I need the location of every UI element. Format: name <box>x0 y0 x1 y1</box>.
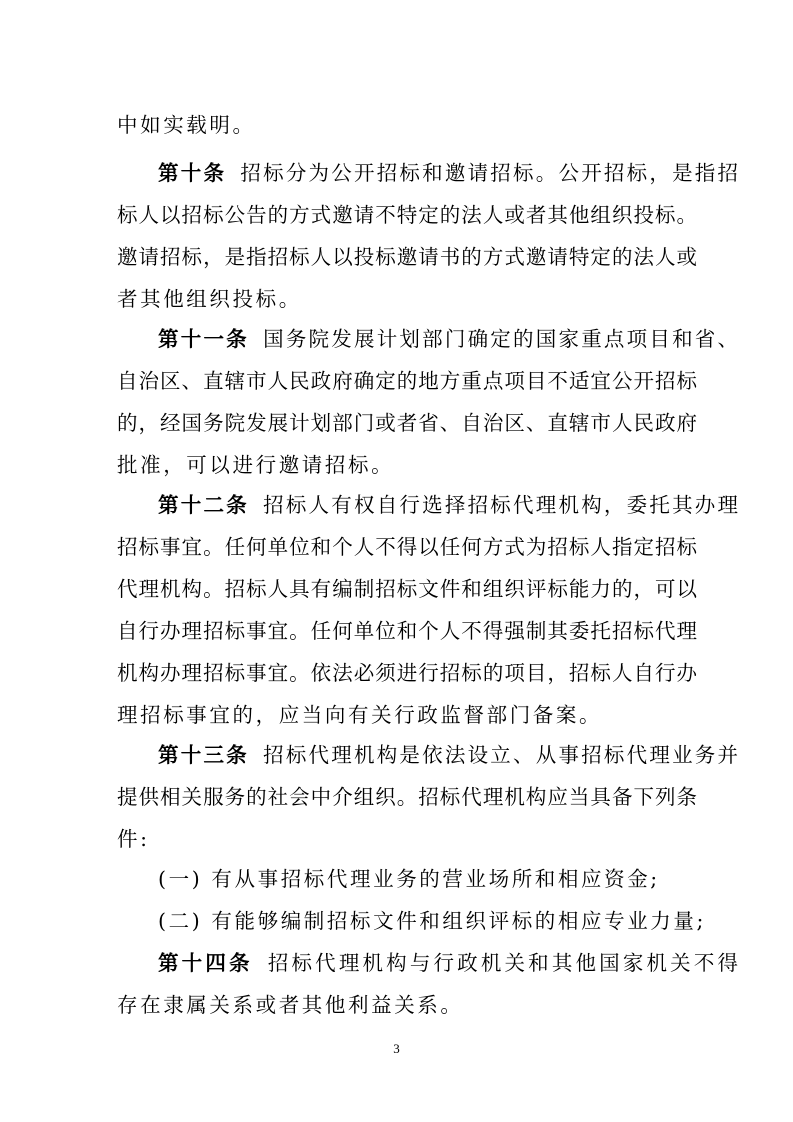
article-14-heading-line <box>158 945 738 981</box>
paragraph-line <box>117 281 697 317</box>
line-text: 的，经国务院发展计划部门或者省、自治区、直辖市人民政府 <box>117 411 697 435</box>
line-text: 提供相关服务的社会中介组织。招标代理机构应当具备下列条 <box>117 785 697 809</box>
article-11-heading-line <box>158 321 738 357</box>
line-text: 招标人有权自行选择招标代理机构，委托其办理 <box>260 493 739 517</box>
line-text: 招标事宜。任何单位和个人不得以任何方式为招标人指定招标 <box>117 535 697 559</box>
line-text: 代理机构。招标人具有编制招标文件和组织评标能力的，可以 <box>117 577 697 601</box>
paragraph-line <box>117 405 697 441</box>
line-text: 自行办理招标事宜。任何单位和个人不得强制其委托招标代理 <box>117 619 697 643</box>
list-item <box>158 861 738 897</box>
line-text: 理招标事宜的，应当向有关行政监督部门备案。 <box>117 703 603 727</box>
line-text: 件: <box>117 827 150 851</box>
page-number: 3 <box>393 1041 400 1056</box>
article-13-heading-line <box>158 737 738 773</box>
line-text: 招标代理机构是依法设立、从事招标代理业务并 <box>260 743 739 767</box>
list-item <box>158 903 738 939</box>
article-13-label: 第十三条 <box>158 743 249 767</box>
paragraph-line <box>117 107 697 143</box>
paragraph-line <box>117 363 697 399</box>
paragraph-line <box>117 571 697 607</box>
line-text: 批准，可以进行邀请招标。 <box>117 453 395 477</box>
line-text: 标人以招标公告的方式邀请不特定的法人或者其他组织投标。 <box>117 203 697 227</box>
article-14-label: 第十四条 <box>158 951 253 975</box>
paragraph-line <box>117 447 697 483</box>
paragraph-line <box>117 779 697 815</box>
article-12-label: 第十二条 <box>158 493 249 517</box>
line-text: 中如实载明。 <box>117 113 256 137</box>
paragraph-line <box>117 613 697 649</box>
paragraph-line <box>117 529 697 565</box>
article-10-label: 第十条 <box>158 161 227 185</box>
article-12-heading-line <box>158 487 738 523</box>
article-10-heading-line <box>158 155 738 191</box>
line-text: 自治区、直辖市人民政府确定的地方重点项目不适宜公开招标 <box>117 369 697 393</box>
paragraph-line <box>117 821 697 857</box>
line-text: 者其他组织投标。 <box>117 287 302 311</box>
line-text: 机构办理招标事宜。依法必须进行招标的项目，招标人自行办 <box>117 661 697 685</box>
line-text: 邀请招标，是指招标人以投标邀请书的方式邀请特定的法人或 <box>117 245 697 269</box>
line-text: 存在隶属关系或者其他利益关系。 <box>117 993 464 1017</box>
paragraph-line <box>117 697 697 733</box>
paragraph-line <box>117 655 697 691</box>
list-item-text: (二) 有能够编制招标文件和组织评标的相应专业力量; <box>158 909 707 933</box>
article-11-label: 第十一条 <box>158 327 249 351</box>
paragraph-line <box>117 987 697 1023</box>
line-text: 招标分为公开招标和邀请招标。公开招标，是指招 <box>238 161 739 185</box>
line-text: 招标代理机构与行政机关和其他国家机关不得 <box>264 951 739 975</box>
paragraph-line <box>117 239 697 275</box>
paragraph-line <box>117 197 697 233</box>
line-text: 国务院发展计划部门确定的国家重点项目和省、 <box>260 327 739 351</box>
list-item-text: (一) 有从事招标代理业务的营业场所和相应资金; <box>158 867 660 891</box>
